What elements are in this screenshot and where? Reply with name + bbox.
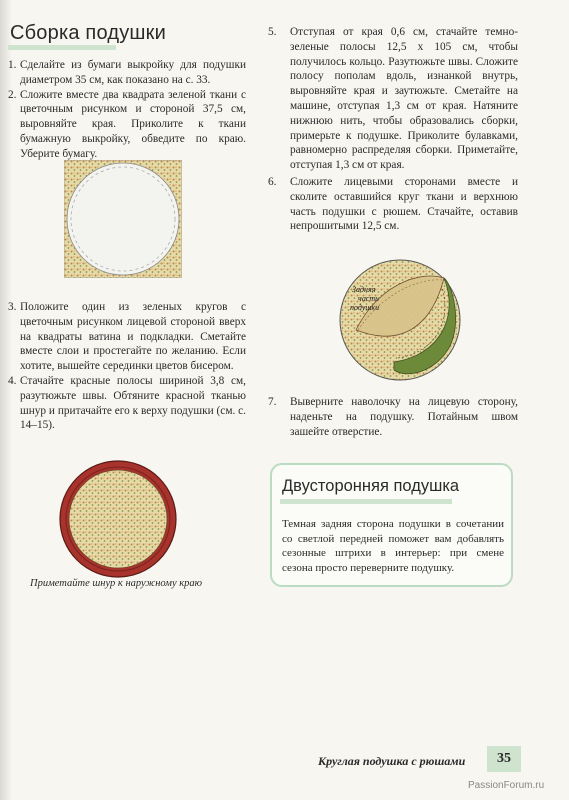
pattern-on-fabric-figure — [64, 160, 182, 278]
step-text: Положите один из зеленых кругов с цветочным рисунком лицевой стороной вверх на квадраты ватина и подкладки. Сметайте вместе слои и простегайте по желанию. Если хотите, вышейте серединки цветов бисером. — [20, 301, 246, 373]
step-7 — [268, 395, 518, 439]
step-text: Отступая от края 0,6 см, стачайте темно-зеленые полосы 12,5 x 105 см, чтобы получилось кольцо. Разутюжьте швы. Сложите полосу пополам вдоль, изнанкой внутрь, выровняйте края и заутюжьте. Сметайте на машине, отступая 1,3 см от края. Натяните нижнюю нить, чтобы образовались сборки, примерьте к подушке. Приколите булавками, равномерно распределяя сборки. Приметайте, отступая 1,3 см от края. — [290, 26, 518, 172]
step-number: 3. — [8, 301, 17, 313]
step-number: 4. — [8, 374, 17, 387]
right-steps-top — [268, 25, 518, 234]
step-1 — [8, 58, 246, 88]
ruffle-assembly-figure — [338, 258, 462, 382]
step-5 — [268, 25, 518, 173]
left-steps-bottom — [8, 300, 246, 433]
tip-title: Двусторонняя подушка — [282, 477, 460, 495]
right-steps-bottom — [268, 395, 518, 439]
page-number: 35 — [487, 746, 521, 772]
figure-label-line: подушки — [350, 303, 380, 312]
section-title: Сборка подушки — [10, 22, 166, 44]
step-number: 2. — [8, 88, 17, 101]
step-6 — [268, 175, 518, 234]
step-2 — [8, 88, 246, 162]
step-number: 1. — [8, 59, 17, 71]
step-number: 6. — [268, 175, 277, 188]
step-4 — [8, 374, 246, 433]
tip-text: Темная задняя сторона подушки в сочетании со светлой передней поможет вам добавлять сезонные штрихи в интерьер: при смене сезона просто переверните подушку. — [282, 518, 504, 574]
left-steps-top — [8, 58, 246, 162]
cord-edge-figure — [58, 459, 178, 579]
tip-title-underline — [280, 499, 452, 504]
figure-label-line: Задняя — [352, 285, 376, 294]
step-text: Выверните наволочку на лицевую сторону, наденьте на подушку. Потайным швом зашейте отверстие. — [290, 396, 518, 438]
step-text: Сложите вместе два квадрата зеленой ткани с цветочным рисунком и стороной 37,5 см, выровняйте края. Приколите к ткани бумажную выкройку, обведите по краю. Уберите бумагу. — [20, 88, 246, 160]
figure-caption: Приметайте шнур к наружному краю — [30, 578, 203, 589]
figure-label-line: часть — [358, 294, 379, 303]
tip-box — [270, 463, 513, 587]
step-text: Сделайте из бумаги выкройку для подушки диаметром 35 см, как показано на с. 33. — [20, 59, 246, 86]
footer-title: Круглая подушка с рюшами — [318, 754, 466, 768]
step-text: Стачайте красные полосы шириной 3,8 см, разутюжьте швы. Обтяните красной тканью шнур и притачайте его к верху подушки (см. с. 14–15). — [20, 374, 246, 432]
title-underline — [8, 45, 116, 50]
step-number: 7. — [268, 396, 277, 408]
step-3 — [8, 300, 246, 374]
watermark: PassionForum.ru — [468, 780, 545, 791]
step-text: Сложите лицевыми сторонами вместе и сколите оставшийся круг ткани и верхнюю часть подушки с рюшем. Стачайте, оставив непрошитыми 12,5 см. — [290, 175, 518, 233]
step-number: 5. — [268, 26, 277, 38]
